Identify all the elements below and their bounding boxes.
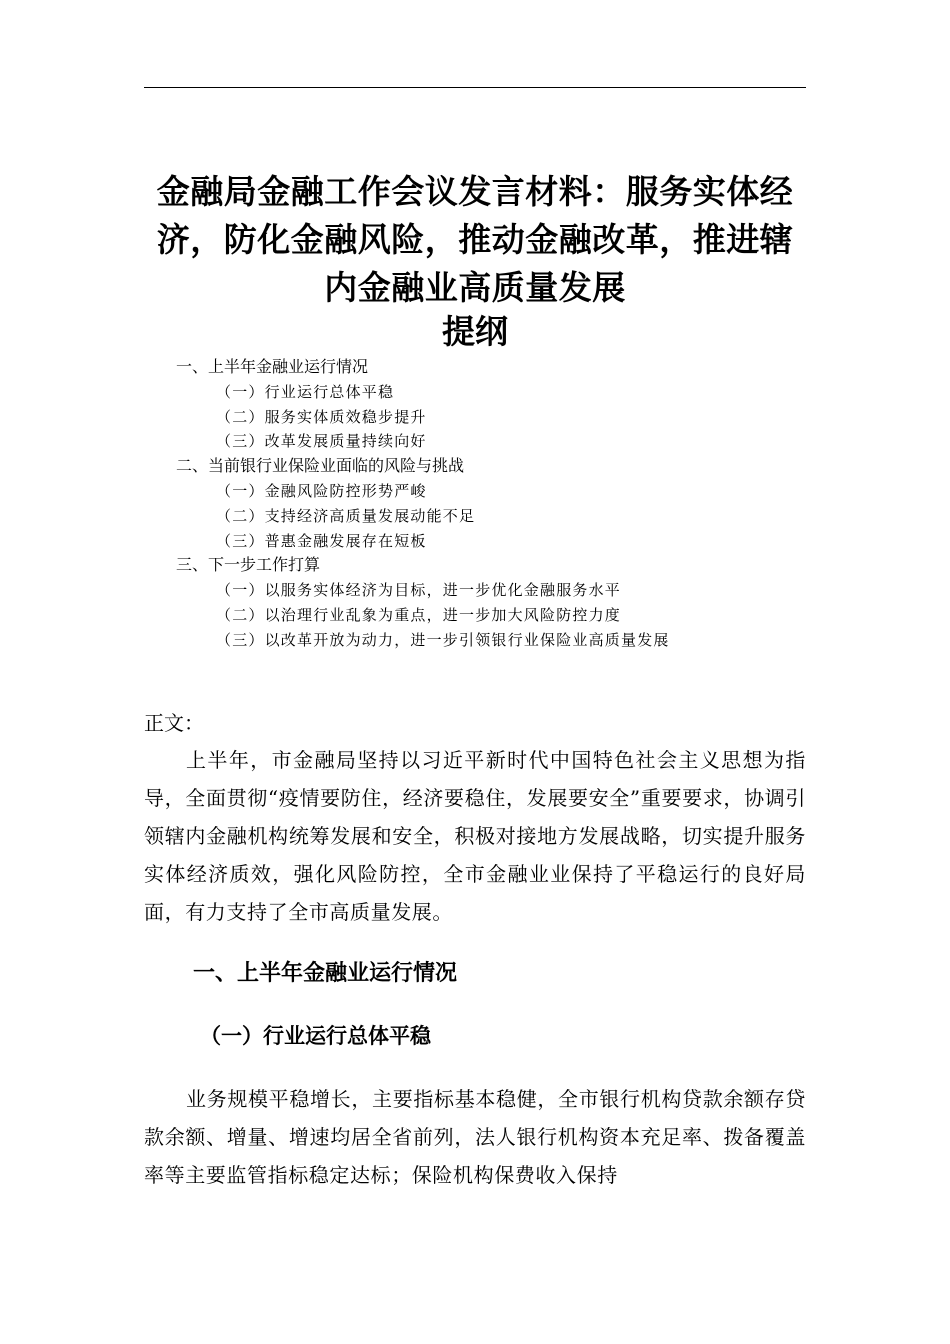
outline-item: （三）改革发展质量持续向好 (216, 432, 427, 451)
outline-section-1: 一、上半年金融业运行情况 (176, 357, 369, 376)
outline-section-2: 二、当前银行业保险业面临的风险与挑战 (176, 456, 465, 476)
outline-section-3: 三、下一步工作打算 (176, 555, 321, 575)
outline-item: （三）以改革开放为动力，进一步引领银行业保险业高质量发展 (216, 630, 670, 649)
intro-paragraph: 上半年，市金融局坚持以习近平新时代中国特色社会主义思想为指导，全面贯彻“疫情要防住，经济要稳住，发展要安全”重要要求，协调引领辖内金融机构统筹发展和安全，积极对接地方发展战略，切实提升服务实体经济质效，强化风险防控，全市金融业业保持了平稳运行的良好局面，有力支持了全市高质量发展。 (144, 748, 806, 924)
body-paragraph: 业务规模平稳增长，主要指标基本稳健，全市银行机构贷款余额存贷款余额、增量、增速均居全省前列，法人银行机构资本充足率、拨备覆盖率等主要监管指标稳定达标；保险机构保费收入保持 (144, 1087, 806, 1187)
document-title: 金融局金融工作会议发言材料：服务实体经济，防化金融风险，推动金融改革，推进辖内金融业高质量发展 (156, 172, 794, 307)
outline-item: （二）服务实体质效稳步提升 (216, 407, 427, 426)
outline-item: （二）以治理行业乱象为重点，进一步加大风险防控力度 (216, 605, 622, 624)
outline-item: （一）行业运行总体平稳 (216, 382, 395, 401)
outline-item: （一）金融风险防控形势严峻 (216, 481, 427, 500)
section-heading-1: 一、上半年金融业运行情况 (193, 961, 458, 986)
subsection-heading-1: （一）行业运行总体平稳 (200, 1023, 431, 1048)
outline-item: （三）普惠金融发展存在短板 (216, 531, 427, 550)
outline-item: （一）以服务实体经济为目标，进一步优化金融服务水平 (216, 581, 622, 600)
body-label: 正文： (144, 711, 204, 735)
outline-heading: 提纲 (442, 312, 508, 351)
header-rule (144, 87, 806, 88)
outline-item: （二）支持经济高质量发展动能不足 (216, 506, 476, 525)
outline (176, 355, 816, 653)
